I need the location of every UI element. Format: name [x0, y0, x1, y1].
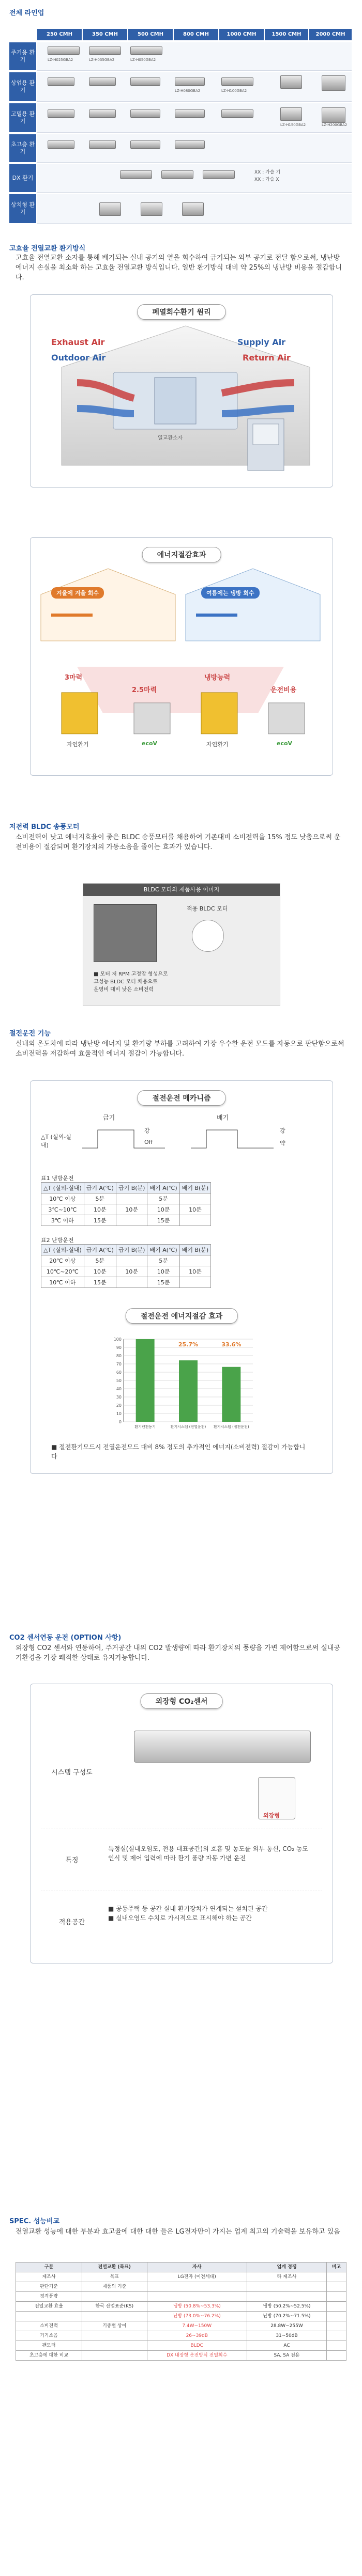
cmh-header: 250 CMH [37, 29, 82, 40]
td: 3℃~10℃ [41, 1204, 84, 1215]
td: 10분 [116, 1204, 147, 1215]
unit-image [48, 46, 80, 55]
lineup-row [37, 134, 352, 163]
td: 3℃ 이하 [41, 1215, 84, 1226]
power-value: 운전비용 [270, 686, 297, 694]
lineup-row [37, 194, 352, 224]
td [179, 1193, 211, 1204]
co2-row-label: 시스템 구성도 [51, 1769, 93, 1777]
th: 배기 B(분) [179, 1183, 211, 1193]
cmh-header: 1500 CMH [265, 29, 308, 40]
exhaust-air-label: Exhaust Air [51, 337, 105, 347]
unit-image [48, 109, 74, 118]
th: 급기 B(분) [116, 1245, 147, 1255]
unit-image [221, 77, 253, 86]
td: 팬모터 [16, 2341, 82, 2351]
th: 배기 B(분) [179, 1245, 211, 1255]
th: 업계 경쟁 [247, 2263, 326, 2272]
unit-image [89, 77, 116, 86]
unit-image [280, 107, 302, 121]
td: 소비전력 [16, 2321, 82, 2331]
td: 10℃ 이하 [41, 1277, 84, 1288]
y-tick-label: 0 [118, 1420, 122, 1424]
y-tick-label: 100 [113, 1337, 122, 1342]
td: 15분 [84, 1277, 116, 1288]
td [327, 2321, 346, 2331]
td: 15분 [84, 1215, 116, 1226]
cmh-header: 350 CMH [83, 29, 127, 40]
td: 10℃ 이상 [41, 1193, 84, 1204]
co2-feature-row [41, 1834, 322, 1891]
th: 급기 A(℃) [84, 1245, 116, 1255]
y-tick-label: 60 [116, 1370, 122, 1375]
data-label: 33.6% [221, 1341, 242, 1348]
lineup-row [37, 164, 352, 193]
td [327, 2351, 346, 2361]
bldc-photo [94, 904, 157, 962]
td: 10분 [116, 1266, 147, 1277]
td [327, 2331, 346, 2341]
td: 한국 산업표준(KS) [82, 2302, 147, 2312]
diagram-title: 폐열회수환기 원리 [137, 304, 225, 320]
weak-label: 약 [280, 1140, 285, 1146]
timing-chart [31, 1117, 333, 1169]
td: 제조사 [16, 2272, 82, 2282]
y-tick-label: 90 [116, 1345, 122, 1350]
bar [222, 1367, 240, 1422]
cmh-header: 800 CMH [174, 29, 218, 40]
td [179, 1255, 211, 1266]
unit-image [120, 170, 152, 179]
th: 배기 A(℃) [147, 1245, 179, 1255]
lineup-title: 전체 라인업 [9, 9, 44, 17]
td: 목표 [82, 2272, 147, 2282]
energy-saving-diagram [30, 537, 333, 776]
cooling-table [41, 1182, 211, 1226]
unit-image [130, 77, 160, 86]
td: 10℃~20℃ [41, 1266, 84, 1277]
row-label: 고밀용 환기 [9, 103, 36, 132]
co2-feature-text: 특정실(실내오염도, 전용 대표공간)의 호흡 및 농도를 외부 통신, CO₂ 농도 인식 및 제어 입력에 따라 환기 풍량 자동 가변 운전 [108, 1845, 308, 1862]
unit-image [203, 170, 235, 179]
y-tick-label: 50 [116, 1378, 122, 1383]
unit-image [175, 77, 205, 86]
unit-image [182, 202, 204, 216]
td: 7.4W~150W [147, 2321, 247, 2331]
model-label: LZ-H150GBA2 [280, 123, 306, 127]
td: 판단기준 [16, 2282, 82, 2292]
diagram-title: 에너지절감효과 [142, 547, 221, 562]
td [116, 1215, 147, 1226]
row-label: DX 환기 [9, 164, 36, 192]
td: 15분 [147, 1277, 179, 1288]
unit-image [99, 202, 121, 216]
td [82, 2312, 147, 2321]
td [179, 1277, 211, 1288]
td: 28.8W~255W [247, 2321, 326, 2331]
supply-air-label: Supply Air [237, 337, 286, 347]
energy-saving-chart [103, 1334, 258, 1437]
y-tick-label: 10 [116, 1411, 122, 1416]
td [327, 2341, 346, 2351]
td: 10분 [179, 1266, 211, 1277]
co2-row-label: 적용공간 [58, 1919, 85, 1926]
td [179, 1215, 211, 1226]
model-label: LZ-H200GBA2 [322, 123, 348, 127]
td [327, 2292, 346, 2302]
lineup-row [37, 72, 352, 102]
y-tick-label: 70 [116, 1362, 122, 1366]
td [82, 2331, 147, 2341]
unit-image [89, 140, 116, 149]
td [247, 2282, 326, 2292]
td: BLDC [147, 2341, 247, 2351]
td: DX 내장형 운전방식 전열회수 [147, 2351, 247, 2361]
td [147, 2292, 247, 2302]
section-text: 외장형 CO2 센서와 연동하여, 주거공간 내의 CO2 발생량에 따라 환기장치의 풍량을 가변 제어함으로써 실내공기환경을 가장 쾌적한 상태로 유지가능합니다. [16, 1644, 340, 1662]
bldc-caption: ■ 모터 저 RPM 고정압 형성으로 고성능 BLDC 모터 채용으로 운영비 대비 낮은 소비전력 [94, 971, 168, 993]
principle-diagram [30, 294, 333, 488]
td: 초고층에 대한 비교 [16, 2351, 82, 2361]
off-label: Off [144, 1139, 153, 1145]
core-label: 열교환소자 [158, 435, 183, 441]
cmh-header: 500 CMH [128, 29, 173, 40]
y-tick-label: 20 [116, 1403, 122, 1408]
td [16, 2312, 82, 2321]
operation-diagram [30, 1080, 333, 1474]
section-text: 전열교환 성능에 대한 부분과 효고율에 대한 대한 들은 LG전자만이 가지는 업계 최고의 기술력을 보유하고 있음 [16, 2228, 340, 2236]
unit-image [175, 109, 205, 118]
diagram-title: 외장형 CO₂센서 [141, 1693, 223, 1709]
td: 난방 (73.0%~76.2%) [147, 2312, 247, 2321]
td [82, 2341, 147, 2351]
td: 5분 [147, 1255, 179, 1266]
td: 기기소음 [16, 2331, 82, 2341]
td: 전열교환 효율 [16, 2302, 82, 2312]
model-label: LZ-H025GBA2 [48, 58, 73, 62]
section-title: 고효율 전열교환 환기방식 [9, 245, 86, 253]
cmh-header: 1000 CMH [219, 29, 264, 40]
bar-label: 자연환기 [67, 741, 89, 748]
th: 급기 A(℃) [84, 1183, 116, 1193]
td [327, 2272, 346, 2282]
bldc-legend: 적용 BLDC 모터 [187, 905, 228, 912]
unit-image [48, 140, 74, 149]
td: 10분 [84, 1204, 116, 1215]
bar-label: 자연환기 [206, 741, 229, 748]
bar [179, 1360, 198, 1422]
td [116, 1277, 147, 1288]
td: 15분 [147, 1215, 179, 1226]
th: 급기 B(분) [116, 1183, 147, 1193]
unit-image [130, 140, 160, 149]
td: 난방 (70.2%~71.5%) [247, 2312, 326, 2321]
co2-sensor-box [30, 1684, 333, 1964]
row-label: 초고층 환기 [9, 134, 36, 162]
unit-image [141, 202, 162, 216]
model-label: LZ-H050GBA2 [130, 58, 156, 62]
td [247, 2292, 326, 2302]
y-tick-label: 30 [116, 1395, 122, 1400]
td: 기종별 상이 [82, 2321, 147, 2331]
spec-table-wrap [16, 2262, 346, 2361]
model-label: LZ-H035GBA2 [89, 58, 115, 62]
td [327, 2312, 346, 2321]
td: 31~50dB [247, 2331, 326, 2341]
winter-label: 겨울에 겨울 회수 [51, 587, 104, 599]
bldc-box-title: BLDC 모터의 제품사용 이미지 [83, 884, 280, 896]
x-tick-label: 환기시스템 (절전운전) [214, 1425, 249, 1429]
th: 비고 [327, 2263, 346, 2272]
return-air-label: Return Air [243, 353, 291, 363]
td: 10분 [147, 1266, 179, 1277]
exhaust-header: 배기 [217, 1114, 229, 1121]
unit-image [130, 109, 160, 118]
unit-image [161, 170, 193, 179]
th: 전열교환 (목표) [82, 2263, 147, 2272]
x-tick-label: 환기팬전동기 [134, 1425, 156, 1429]
unit-image [322, 75, 345, 91]
td: 5분 [84, 1255, 116, 1266]
heating-table [41, 1244, 211, 1288]
td: 10분 [147, 1204, 179, 1215]
unit-image [48, 77, 74, 86]
section-text: 실내외 온도차에 따라 냉난방 에너지 및 환기량 부하를 고려하여 가장 우수한 운전 모드를 자동으로 판단함으로써 소비전력을 저감하여 효율적인 에너지 절감이 가능합니다. [16, 1040, 344, 1058]
unit-image [175, 140, 205, 149]
strong-label: 강 [280, 1127, 285, 1134]
td: 5분 [147, 1193, 179, 1204]
lineup-row [37, 103, 352, 133]
co2-row-label: 특징 [65, 1857, 79, 1864]
td: 26~39dB [147, 2331, 247, 2341]
td [147, 2282, 247, 2292]
co2-apply-text: ■ 공동주택 등 공간 실내 환기장치가 연계되는 설치된 공간 ■ 실내오염도 수치로 가시적으로 표시해야 하는 공간 [108, 1905, 268, 1922]
x-tick-label: 환기시스템 (전열운전) [170, 1425, 206, 1429]
unit-image [322, 107, 345, 123]
td [327, 2302, 346, 2312]
td: SA, SA 전용 [247, 2351, 326, 2361]
th: 자사 [147, 2263, 247, 2272]
td: 5분 [84, 1193, 116, 1204]
lineup-note: XX : 가습 X [254, 177, 279, 182]
spec-table [16, 2262, 346, 2361]
bar-label: ecoV [277, 740, 293, 747]
td: 10분 [179, 1204, 211, 1215]
unit-image [280, 75, 302, 89]
saving-graphic [31, 538, 333, 775]
power-value: 3마력 [65, 674, 83, 682]
td: LG전자 (이전세대) [147, 2272, 247, 2282]
bar-label: ecoV [142, 740, 158, 747]
row-label: 상업용 환기 [9, 72, 36, 101]
power-value: 2.5마력 [132, 686, 157, 694]
td [327, 2282, 346, 2292]
strong-label: 강 [144, 1127, 150, 1134]
td: 타 제조사 [247, 2272, 326, 2282]
airflow-diagram [31, 295, 333, 487]
co2-apply-row [41, 1896, 322, 1953]
chart-title: 절전운전 에너지절감 효과 [126, 1308, 238, 1324]
model-label: LZ-H080GBA2 [175, 89, 201, 93]
td: AC [247, 2341, 326, 2351]
section-text: 소비전력이 낮고 에너지효율이 좋은 BLDC 송풍모터를 채용하여 기존대비 소비전력을 15% 정도 낮춤으로써 운전비용이 절감되며 환기장치의 가동소음을 줄이는 효과가 있습니다. [16, 834, 341, 851]
th: 배기 A(℃) [147, 1183, 179, 1193]
unit-image [89, 109, 116, 118]
td: 10분 [84, 1266, 116, 1277]
th: △T (실외-실내) [41, 1245, 84, 1255]
th: △T (실외-실내) [41, 1183, 84, 1193]
td [82, 2351, 147, 2361]
chart-caption: ■ 절전환기모드시 전열운전모드 대비 8% 정도의 추가적인 에너지(소비전력) 절감이 가능합니다 [51, 1443, 306, 1460]
delta-t-label: △T (실외-실내) [41, 1134, 71, 1149]
td: 20℃ 이상 [41, 1255, 84, 1266]
th: 구분 [16, 2263, 82, 2272]
cmh-header: 2000 CMH [309, 29, 352, 40]
bldc-motor-icon [192, 920, 224, 952]
td: 냉방 (50.8%~53.3%) [147, 2302, 247, 2312]
table-title: 표2 난방운전 [41, 1237, 74, 1244]
outdoor-air-label: Outdoor Air [51, 353, 106, 363]
row-label: 주거용 환기 [9, 42, 36, 70]
td [82, 2292, 147, 2302]
td: 제품의 기준 [82, 2282, 147, 2292]
y-tick-label: 40 [116, 1387, 122, 1391]
unit-image [130, 46, 162, 55]
lineup-row [37, 42, 352, 71]
td: 냉방 (50.2%~52.5%) [247, 2302, 326, 2312]
model-label: LZ-H100GBA2 [221, 89, 247, 93]
section-text: 고효율 전열교환 소자를 통해 배기되는 실내 공기의 열을 회수하여 급기되는 외부 공기로 전달 함으로써, 냉난방 에너지 손실을 최소화 하는 고효율 전열교환 방식입니다. 일반 환기방식 대비 약 25%의 냉난방 비용을 절감합니다. [16, 254, 342, 281]
y-tick-label: 80 [116, 1354, 122, 1358]
td [116, 1255, 147, 1266]
lineup-note: XX : 가습 기 [254, 170, 281, 175]
td [116, 1193, 147, 1204]
co2-system-row [41, 1720, 322, 1829]
ventilator-image [134, 1731, 311, 1763]
section-title: 저전력 BLDC 송풍모터 [9, 823, 80, 831]
bar [136, 1339, 155, 1422]
summer-label: 여름에는 냉방 회수 [201, 587, 260, 599]
unit-image [221, 109, 253, 118]
sensor-label: 외장형 [263, 1812, 280, 1819]
section-title: SPEC. 성능비교 [9, 2218, 60, 2225]
bldc-image-box [83, 883, 280, 1006]
supply-header: 급기 [103, 1114, 115, 1121]
data-label: 25.7% [178, 1341, 199, 1348]
diagram-title: 절전운전 메카니즘 [137, 1090, 225, 1106]
section-title: CO2 센서연동 운전 (OPTION 사항) [9, 1634, 122, 1642]
power-value: 냉방능력 [204, 674, 231, 682]
table-title: 표1 냉방운전 [41, 1175, 74, 1182]
row-label: 상치형 환기 [9, 194, 36, 223]
lineup-table [9, 29, 352, 224]
unit-image [89, 46, 121, 55]
section-title: 절전운전 기능 [9, 1030, 51, 1038]
td: 정격풍량 [16, 2292, 82, 2302]
